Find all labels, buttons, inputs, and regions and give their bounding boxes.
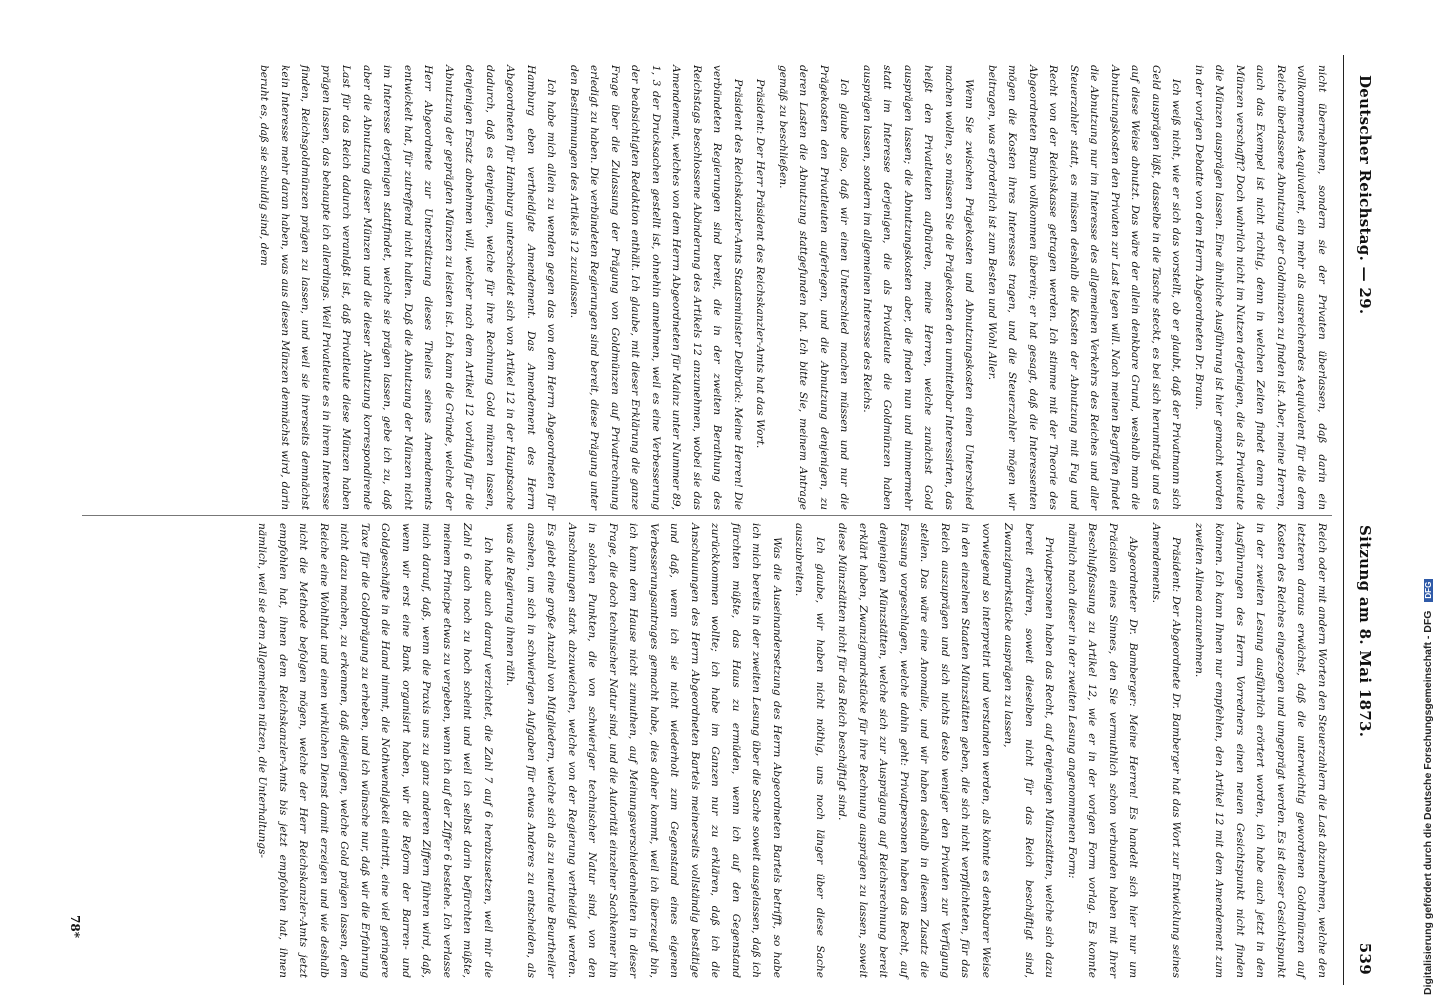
paragraph: Ich habe mich allein zu wenden gegen das von dem Herrn Abgeordneten für Hamburg eben vertheidigte Amendement. Das Amendement des Herrn Abgeordneten für Hamburg unterscheidet sich von Artikel 12 in der Hauptsache dadurch, daß es denjenigen, welche für ihre Rechnung Gold münzen lassen, denjenigen Ersatz abnehmen will, welcher nach dem Artikel 12 vorläufig für die Abnutzung der geprägten Münzen zu leisten ist. Ich kann die Gründe, welche der Herr Abgeordnete zur Unterstützung dieses Theiles seines Amendements entwickelt hat, für zutreffend nicht halten. Daß die Abnutzung der Münzen nicht im Interesse derjenigen stattfindet, welche sie prägen lassen, gebe ich zu, daß aber die Abnutzung dieser Münzen und die dieser Abnutzung korrespondirende Last für das Reich dadurch veranlaßt ist, daß Privatleute diese Münzen haben prägen lassen, das behaupte ich allerdings. Weil Privatleute es in ihrem Interesse finden, Reichsgoldmünzen prägen zu lassen, und weil sie ihrerseits demnächst kein Interesse mehr daran haben, was aus diesen Münzen demnächst wird, darin beruht es, daß sie schuldig sind, dem — [258, 65, 558, 510]
credit-text: Digitalisierung gefördert durch die Deutsche Forschungsgemeinschaft - DFG — [1422, 610, 1434, 995]
speaker-paragraph: Präsident: Der Herr Präsident des Reichskanzler-Amts hat das Wort. — [754, 79, 767, 449]
quoted-paragraph: Privatpersonen haben das Recht, auf denjenigen Münzstätten, welche sich dazu bereit erklären, soweit dieselben nicht für das Reich beschäftigt sind, Zwanzigmarkstücke ausprägen zu lassen, — [1002, 523, 1056, 978]
paragraph: vorwiegend so interpretirt und verstanden werden, als könnte es denkbarer Weise in den einzelnen Staaten Münzstätten geben, die sich nicht verpflichteten, für das Reich auszuprägen und sich nichts desto weniger den Privaten zur Verfügung stellen. Das wäre eine Anomalie, und wir haben deshalb in diesem Zusatz die Fassung vorgeschlagen, welche dahin geht: Privatpersonen haben das Recht, auf denjenigen Münzstätten, welche sich zur Ausprägung auf Reichsrechnung bereit erklärt haben, Zwanzigmarkstücke für ihre Rechnung ausprägen zu lassen, soweit diese Münzstätten nicht für das Reich beschäftigt sind. — [836, 523, 992, 978]
paragraph: nicht übernehmen, sondern sie der Privaten überlassen, daß darin ein vollkommenes Aequivalent, ein mehr als ausreichendes Aequivalent für die dem Reiche überlassene Abnutzung der Goldmünzen zu finden ist. Aber, meine Herren, auch das Exempel ist nicht richtig, denn in welchen Zeiten findet denn die Münzen verschafft? Doch wahrlich nicht im Nutzen derjenigen, die als Privatleute die Münzen ausprägen lassen. Eine ähnliche Ausführung ist hier gemacht worden in der vorigen Debatte von dem Herrn Abgeordneten Dr. Braun. — [1193, 65, 1328, 510]
dfg-logo: DFG — [1424, 579, 1433, 602]
text-column-left — [92, 65, 1332, 510]
paragraph: Ich habe auch darauf verzichtet, die Zahl 7 auf 6 herabzusetzen, weil mir die Zahl 6 auch noch zu hoch scheint und weil ich selbst darin befürchten müßte, meinem Principe etwas zu vergeben, wenn ich auf der Ziffer 6 bestehe. Ich verlasse mich darauf, daß, wenn die Praxis uns zu ganz anderen Ziffern führen wird, daß, wenn wir erst eine Bank organisirt haben, wir die Reform der Barren- und Goldgeschäfte in die Hand nimmt, die Nothwendigkeit eintritt, eine viel geringere Taxe für die Goldprägung zu erheben, und ich wünsche nur, daß wir die Erfahrung nicht dazu machen, zu erkennen, daß diejenigen, welche Gold prägen lassen, dem Reiche eine Wohlthat und einen wirklichen Dienst damit erzeigen und wie deshalb nicht die Methode befolgen mögen, welche der Herr Reichskanzler-Amts jetzt empfohlen hat, ihnen dem Reichskanzler-Amts bis jetzt empfohlen hat, ihnen nämlich, weil sie dem Allgemeinen nützen, die Unterhaltungs- — [256, 523, 494, 978]
paragraph: Was die Auseinandersetzung des Herrn Abgeordneten Bartels betrifft, so habe ich mich bereits in der zweiten Lesung über die Sache soweit ausgelassen, daß ich fürchten müßte, das Haus zu ermüden, wenn ich auf den Gegenstand zurückkommen wollte; ich habe im Ganzen nur zu erklären, daß ich die Anschauungen des Herrn Abgeordneten Bartels meinerseits vollständig bestätige und daß, wenn ich sie nicht wiederholt zum Gegenstand eines eigenen Verbesserungsantrages gemacht habe, dies daher kommt, weil ich überzeugt bin, ich kann dem Hause nicht zumuthen, auf Meinungsverschiedenheiten in dieser Frage, die doch technischer Natur sind, und die Autorität einzelner Sachkenner hin in solchen Punkten, die von schwieriger technischer Natur sind, von den Anschauungen stark abzuweichen, welche von der Regierung vertheidigt werden. Es giebt eine große Anzahl von Mitgliedern, welche sich als zu neutrale Beurtheiler ansehen, um sich in schwierigen Aufgaben für etwas Anderes zu entscheiden, als was die Regierung ihnen räth. — [504, 523, 783, 978]
text-column-right — [92, 523, 1332, 978]
paragraph: Reich oder mit andern Worten den Steuerzahlern die Last abzunehmen, welche den letzteren daraus erwächst, daß die unterwichtig gewordenen Goldmünzen auf Kosten des Reiches eingezogen und umgeprägt werden. Es ist dieser Gesichtspunkt in der zweiten Lesung ausführlich erörtert worden, ich habe auch jetzt in den Ausführungen des Herrn Vorredners einen neuen Gesichtspunkt nicht finden können. Ich kann Ihnen nur empfehlen, den Artikel 12 mit dem Amendement zum zweiten Alinea anzunehmen. — [1193, 523, 1328, 978]
signature-mark: 78* — [68, 915, 82, 938]
paragraph: Ich glaube, wir haben nicht nöthig, uns noch länger über diese Sache auszubreiten. — [793, 523, 826, 978]
header-left: Deutscher Reichstag. — 29. — [1356, 75, 1374, 315]
paragraph: Wenn Sie zwischen Prägekosten und Abnutzungskosten einen Unterschied machen wollen, so müssen Sie die Prägekosten den unmittelbar Interessirten, das heißt den Privatleuten aufbürden, meine Herren, welche zunächst Gold ausprägen lassen; die Abnutzungskosten aber, die finden nun und nimmermehr statt im Interesse derjenigen, die als Privatleute die Goldmünzen haben ausprägen lassen, sondern im allgemeinen Interesse des Reichs. — [861, 65, 976, 510]
paragraph: Ich weiß nicht, wie er sich das vorstellt, ob er glaubt, daß der Privatmann sich Geld ausprägen läßt, dasselbe in die Tasche steckt, es bei sich herumträgt und es auf diese Weise abnutzt. Das wäre der allein denkbare Grund, weshalb man die Abnutzungskosten den Privaten zur Last legen will. Nach meinen Begriffen findet die Abnutzung nur im Interesse des allgemeinen Verkehrs des Reiches und aller Steuerzahler statt, es müssen deshalb die Kosten der Abnutzung mit Fug und Recht von der Reichskasse getragen werden. Ich stimme mit der Theorie des Abgeordneten Braun vollkommen überein; er hat gesagt, daß die Interessenten mögen die Kosten ihres Interesses tragen, und die Steuerzahler mögen wir beitragen, was erforderlich ist zum Besten und Wohl Aller. — [986, 65, 1183, 510]
speaker-paragraph: Abgeordneter Dr. Bamberger: Meine Herren! Es handelt sich hier nur um Präcision eines Sinnes, den Sie vermuthlich schon verbunden haben mit Ihrer Beschlußfassung zu Artikel 12, wie er in der vorigen Form vorlag. Es konnte nämlich nach dieser in der zweiten Lesung angenommenen Form: — [1066, 523, 1140, 978]
paragraph: Ich glaube also, daß wir einen Unterschied machen müssen und nur die Prägekosten den Privatleuten auferlegen, und die Abnutzung denjenigen, zu deren Lasten die Abnutzung stattgefunden hat. Ich bitte Sie, meinem Antrage gemäß zu beschließen. — [777, 65, 851, 510]
running-header — [1343, 55, 1380, 985]
speaker-paragraph: Präsident des Reichskanzler-Amts Staatsminister Delbrück: Meine Herren! Die verbündeten Regierungen sind bereit, die in der zweiten Berathung des Reichstags beschlossene Abänderung des Artikels 12 anzunehmen, wobei sie das Amendement, welches von dem Herrn Abgeordneten für Mainz unter Nummer 89, 1, 3 der Drucksachen gestellt ist, ohnehin annehmen, weil es eine Verbesserung der beabsichtigten Redaktion enthält. Ich glaube, mit dieser Erklärung die ganze Frage über die Zulassung der Prägung von Goldmünzen auf Privatrechnung erledigt zu haben. Die verbündeten Regierungen sind bereit, diese Prägung unter den Bestimmungen des Artikels 12 zuzulassen. — [568, 65, 744, 510]
page-number: 539 — [1356, 942, 1374, 975]
digitization-credit — [1422, 5, 1438, 995]
rotated-print-page — [25, 55, 1380, 985]
header-center: Sitzung am 8. Mai 1873. — [1356, 525, 1374, 738]
column-divider — [82, 515, 1332, 516]
speaker-paragraph: Präsident: Der Abgeordnete Dr. Bamberger hat das Wort zur Entwicklung seines Amendements. — [1150, 523, 1183, 978]
